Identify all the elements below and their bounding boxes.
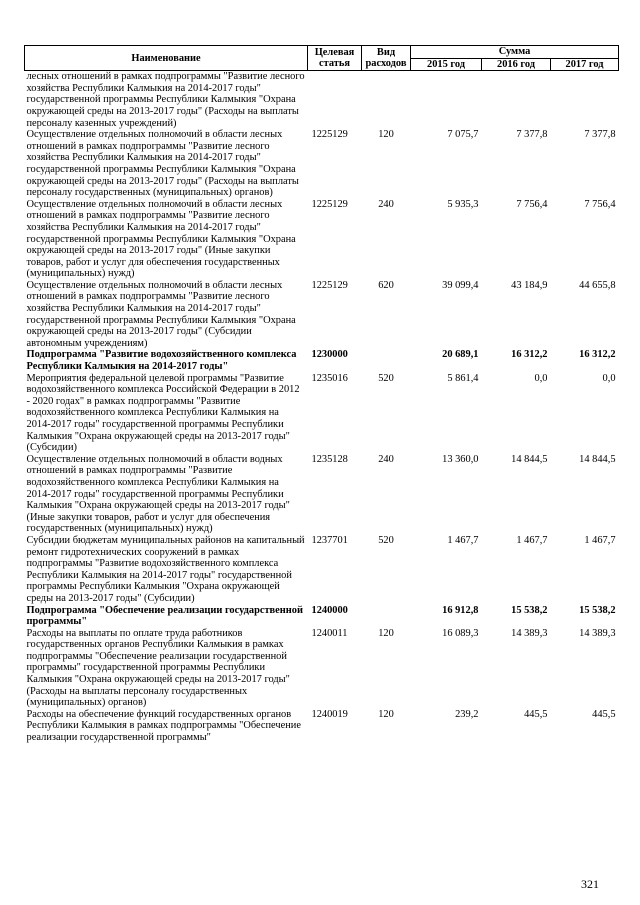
row-sum-2017-cell: 44 655,8 bbox=[579, 279, 616, 291]
row-sum-2017-cell: 7 377,8 bbox=[584, 129, 616, 141]
row-sum-2016-cell: 445,5 bbox=[524, 708, 548, 720]
row-sum-2017-cell: 1 467,7 bbox=[584, 534, 616, 546]
row-sum-2016-cell: 7 377,8 bbox=[516, 129, 548, 141]
row-sum-2016-cell: 1 467,7 bbox=[516, 534, 548, 546]
row-target-article-cell: 1235128 bbox=[311, 453, 348, 465]
header-year-2016: 2016 год bbox=[482, 59, 551, 71]
header-year-2017: 2017 год bbox=[551, 59, 619, 71]
document-page bbox=[24, 45, 618, 744]
row-sum-2015-cell: 13 360,0 bbox=[442, 453, 479, 465]
row-expense-type-cell bbox=[362, 605, 411, 628]
row-expense-type-cell: 240 bbox=[378, 198, 394, 210]
row-sum-2016-cell: 15 538,2 bbox=[511, 604, 548, 616]
row-sum-2016-cell: 14 844,5 bbox=[511, 453, 548, 465]
row-name-cell: Осуществление отдельных полномочий в области лесных отношений в рамках подпрограммы "Развитие лесного хозяйства Республики Калмыкия на 2014-2017 годы" государственной программы Республики Калмыкия "Охрана окружающей среды на 2013-2017 годы" (Расходы на выплаты персоналу государственных (муниципальных) органов) bbox=[26, 129, 299, 199]
row-expense-type-cell bbox=[362, 349, 411, 372]
table-row bbox=[25, 709, 619, 744]
row-expense-type-cell: 120 bbox=[378, 627, 394, 639]
row-name-cell: Расходы на обеспечение функций государственных органов Республики Калмыкия в рамках подпрограммы "Обеспечение реализации государственной программы" bbox=[26, 708, 301, 744]
row-expense-type-cell bbox=[362, 71, 411, 129]
row-target-article-cell: 1225129 bbox=[311, 279, 348, 291]
row-name-cell: Мероприятия федеральной целевой программы "Развитие водохозяйственного комплекса Российской Федерации в 2012 - 2020 годах" в рамках подпрограммы "Развитие водохозяйственного комплекса Республики Калмыкия на 2014-2017 годы" государственной программы Республики Калмыкия "Охрана окружающей среды на 2013-2017 годы" (Субсидии) bbox=[26, 372, 300, 454]
row-target-article-cell: 1230000 bbox=[311, 349, 348, 361]
row-name-cell: Осуществление отдельных полномочий в области лесных отношений в рамках подпрограммы "Развитие лесного хозяйства Республики Калмыкия на 2014-2017 годы" государственной программы Республики Калмыкия "Охрана окружающей среды на 2013-2017 годы" (Субсидии автономным учреждениям) bbox=[26, 279, 296, 349]
row-sum-2015-cell: 39 099,4 bbox=[442, 279, 479, 291]
row-sum-2016-cell: 43 184,9 bbox=[511, 279, 548, 291]
row-sum-2017-cell: 16 312,2 bbox=[579, 349, 616, 361]
row-name-cell: Осуществление отдельных полномочий в области лесных отношений в рамках подпрограммы "Развитие лесного хозяйства Республики Калмыкия на 2014-2017 годы" государственной программы Республики Калмыкия "Охрана окружающей среды на 2013-2017 годы" (Иные закупки товаров, работ и услуг для обеспечения государственных (муниципальных) нужд) bbox=[26, 198, 296, 280]
table-row bbox=[25, 454, 619, 535]
row-name-cell: Подпрограмма "Обеспечение реализации государственной программы" bbox=[26, 604, 303, 628]
row-sum-2015-cell: 5 935,3 bbox=[447, 198, 479, 210]
row-expense-type-cell: 240 bbox=[378, 453, 394, 465]
row-expense-type-cell: 520 bbox=[378, 372, 394, 384]
row-sum-2017-cell: 14 844,5 bbox=[579, 453, 616, 465]
row-target-article-cell: 1225129 bbox=[311, 198, 348, 210]
row-target-article-cell bbox=[308, 71, 362, 129]
row-expense-type-cell: 620 bbox=[378, 279, 394, 291]
header-target-article: Целевая статья bbox=[308, 46, 362, 71]
row-target-article-cell: 1225129 bbox=[311, 129, 348, 141]
row-name-cell: Расходы на выплаты по оплате труда работников государственных органов Республики Калмыкия в рамках подпрограммы "Обеспечение реализации государственной программы" государственной программы Республики Калмыкия "Охрана окружающей среды на 2013-2017 годы" (Расходы на выплаты персоналу государственных (муниципальных) органов) bbox=[26, 627, 290, 709]
table-row bbox=[25, 535, 619, 605]
row-name-cell: Осуществление отдельных полномочий в области водных отношений в рамках подпрограммы "Развитие водохозяйственного комплекса Республики Калмыкия на 2014-2017 годы" государственной программы Республики Калмыкия "Охрана окружающей среды на 2013-2017 годы" (Иные закупки товаров, работ и услуг для обеспечения государственных (муниципальных) нужд) bbox=[26, 453, 290, 535]
row-expense-type-cell: 120 bbox=[378, 708, 394, 720]
header-year-2015: 2015 год bbox=[411, 59, 482, 71]
table-row bbox=[25, 280, 619, 350]
row-sum-2015-cell bbox=[411, 71, 482, 129]
header-name: Наименование bbox=[25, 46, 308, 71]
table-row bbox=[25, 628, 619, 709]
table-row bbox=[25, 71, 619, 129]
table-row bbox=[25, 199, 619, 280]
row-sum-2015-cell: 239,2 bbox=[455, 708, 479, 720]
row-expense-type-cell: 120 bbox=[378, 129, 394, 141]
table-row-subprogram bbox=[25, 349, 619, 372]
row-sum-2017-cell: 0,0 bbox=[602, 372, 616, 384]
row-sum-2017-cell: 14 389,3 bbox=[579, 627, 616, 639]
row-sum-2015-cell: 16 912,8 bbox=[442, 604, 479, 616]
table-body bbox=[25, 71, 619, 744]
row-sum-2017-cell: 7 756,4 bbox=[584, 198, 616, 210]
row-sum-2016-cell: 14 389,3 bbox=[511, 627, 548, 639]
row-sum-2016-cell bbox=[482, 71, 551, 129]
row-target-article-cell: 1240000 bbox=[311, 604, 348, 616]
row-sum-2015-cell: 1 467,7 bbox=[447, 534, 479, 546]
header-expense-type: Вид расходов bbox=[362, 46, 411, 71]
row-sum-2017-cell: 15 538,2 bbox=[579, 604, 616, 616]
page-number: 321 bbox=[581, 877, 599, 891]
row-name-cell: лесных отношений в рамках подпрограммы "Развитие лесного хозяйства Республики Калмыкия на 2014-2017 годы" государственной программы Республики Калмыкия "Охрана окружающей среды на 2013-2017 годы" (Расходы на выплаты персоналу казенных учреждений) bbox=[26, 71, 305, 129]
header-sum: Сумма bbox=[411, 46, 619, 59]
row-sum-2016-cell: 0,0 bbox=[534, 372, 548, 384]
row-target-article-cell: 1240011 bbox=[311, 627, 348, 639]
row-sum-2016-cell: 16 312,2 bbox=[511, 349, 548, 361]
row-target-article-cell: 1240019 bbox=[311, 708, 348, 720]
table-row-subprogram bbox=[25, 605, 619, 628]
row-name-cell: Субсидии бюджетам муниципальных районов на капитальный ремонт гидротехнических сооружений в рамках подпрограммы "Развитие водохозяйственного комплекса Республики Калмыкия на 2014-2017 годы" государственной программы Республики Калмыкия "Охрана окружающей среды на 2013-2017 годы" (Субсидии) bbox=[26, 534, 305, 604]
table-row bbox=[25, 129, 619, 199]
row-sum-2017-cell bbox=[551, 71, 619, 129]
budget-table bbox=[24, 45, 619, 744]
row-sum-2015-cell: 7 075,7 bbox=[447, 129, 479, 141]
row-target-article-cell: 1235016 bbox=[311, 372, 348, 384]
row-sum-2017-cell: 445,5 bbox=[592, 708, 616, 720]
table-row bbox=[25, 373, 619, 454]
row-sum-2016-cell: 7 756,4 bbox=[516, 198, 548, 210]
row-sum-2015-cell: 16 089,3 bbox=[442, 627, 479, 639]
row-target-article-cell: 1237701 bbox=[311, 534, 348, 546]
row-sum-2015-cell: 20 689,1 bbox=[442, 349, 479, 361]
row-sum-2015-cell: 5 861,4 bbox=[447, 372, 479, 384]
row-name-cell: Подпрограмма "Развитие водохозяйственного комплекса Республики Калмыкия на 2014-2017 годы" bbox=[26, 349, 297, 373]
row-expense-type-cell: 520 bbox=[378, 534, 394, 546]
